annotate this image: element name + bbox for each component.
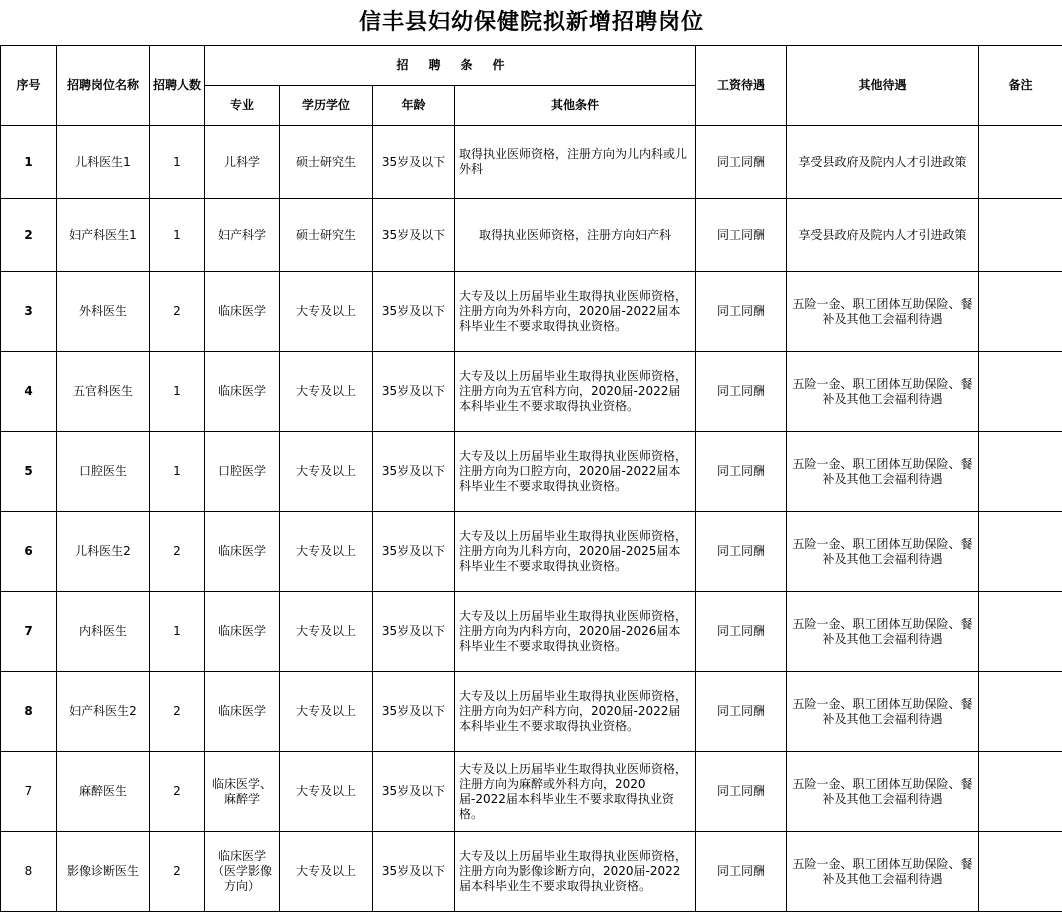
cell-benefits: 享受县政府及院内人才引进政策 [787, 199, 979, 272]
cell-position: 儿科医生2 [57, 512, 150, 592]
cell-count: 2 [150, 752, 205, 832]
cell-position: 五官科医生 [57, 352, 150, 432]
cell-major: 临床医学 [205, 352, 280, 432]
cell-count: 2 [150, 272, 205, 352]
cell-degree: 大专及以上 [280, 272, 373, 352]
cell-age: 35岁及以下 [373, 199, 455, 272]
cell-degree: 大专及以上 [280, 832, 373, 912]
cell-count: 1 [150, 432, 205, 512]
cell-index: 1 [1, 126, 57, 199]
cell-major: 临床医学、麻醉学 [205, 752, 280, 832]
cell-benefits: 五险一金、职工团体互助保险、餐补及其他工会福利待遇 [787, 512, 979, 592]
header-index: 序号 [1, 46, 57, 126]
header-other-conditions: 其他条件 [455, 86, 696, 126]
cell-benefits: 五险一金、职工团体互助保险、餐补及其他工会福利待遇 [787, 672, 979, 752]
cell-major: 妇产科学 [205, 199, 280, 272]
cell-degree: 大专及以上 [280, 752, 373, 832]
cell-major: 临床医学 [205, 272, 280, 352]
cell-age: 35岁及以下 [373, 832, 455, 912]
cell-index: 8 [1, 672, 57, 752]
cell-benefits: 五险一金、职工团体互助保险、餐补及其他工会福利待遇 [787, 432, 979, 512]
cell-position: 麻醉医生 [57, 752, 150, 832]
cell-remarks [979, 512, 1062, 592]
table-row [1, 512, 1062, 592]
cell-index: 2 [1, 199, 57, 272]
header-count: 招聘人数 [150, 46, 205, 126]
table-row [1, 592, 1062, 672]
cell-remarks [979, 272, 1062, 352]
cell-remarks [979, 432, 1062, 512]
cell-conditions: 取得执业医师资格，注册方向为儿内科或儿外科 [455, 126, 696, 199]
cell-age: 35岁及以下 [373, 752, 455, 832]
cell-major: 临床医学（医学影像方向） [205, 832, 280, 912]
cell-salary: 同工同酬 [696, 592, 787, 672]
cell-age: 35岁及以下 [373, 272, 455, 352]
cell-salary: 同工同酬 [696, 199, 787, 272]
header-degree: 学历学位 [280, 86, 373, 126]
cell-major: 临床医学 [205, 672, 280, 752]
cell-conditions: 大专及以上历届毕业生取得执业医师资格，注册方向为外科方向，2020届-2022届本科毕业生不要求取得执业资格。 [455, 272, 696, 352]
cell-age: 35岁及以下 [373, 432, 455, 512]
cell-remarks [979, 592, 1062, 672]
cell-salary: 同工同酬 [696, 432, 787, 512]
cell-age: 35岁及以下 [373, 126, 455, 199]
cell-remarks [979, 352, 1062, 432]
table-row [1, 672, 1062, 752]
cell-degree: 大专及以上 [280, 672, 373, 752]
cell-salary: 同工同酬 [696, 832, 787, 912]
cell-salary: 同工同酬 [696, 672, 787, 752]
header-salary: 工资待遇 [696, 46, 787, 126]
cell-conditions: 大专及以上历届毕业生取得执业医师资格，注册方向为妇产科方向，2020届-2022届本科毕业生不要求取得执业资格。 [455, 672, 696, 752]
cell-index: 6 [1, 512, 57, 592]
cell-index: 3 [1, 272, 57, 352]
cell-count: 1 [150, 199, 205, 272]
cell-major: 临床医学 [205, 592, 280, 672]
cell-position: 内科医生 [57, 592, 150, 672]
cell-position: 儿科医生1 [57, 126, 150, 199]
table-row [1, 272, 1062, 352]
cell-major: 临床医学 [205, 512, 280, 592]
cell-index: 7 [1, 752, 57, 832]
header-major: 专业 [205, 86, 280, 126]
header-remarks: 备注 [979, 46, 1062, 126]
cell-index: 4 [1, 352, 57, 432]
cell-conditions: 大专及以上历届毕业生取得执业医师资格，注册方向为麻醉或外科方向，2020届-2022届本科毕业生不要求取得执业资格。 [455, 752, 696, 832]
cell-benefits: 五险一金、职工团体互助保险、餐补及其他工会福利待遇 [787, 752, 979, 832]
cell-index: 8 [1, 832, 57, 912]
cell-conditions: 大专及以上历届毕业生取得执业医师资格，注册方向为口腔方向，2020届-2022届本科毕业生不要求取得执业资格。 [455, 432, 696, 512]
cell-degree: 大专及以上 [280, 512, 373, 592]
header-benefits: 其他待遇 [787, 46, 979, 126]
cell-age: 35岁及以下 [373, 512, 455, 592]
header-age: 年龄 [373, 86, 455, 126]
cell-remarks [979, 672, 1062, 752]
cell-salary: 同工同酬 [696, 272, 787, 352]
cell-major: 口腔医学 [205, 432, 280, 512]
cell-benefits: 五险一金、职工团体互助保险、餐补及其他工会福利待遇 [787, 352, 979, 432]
table-row [1, 126, 1062, 199]
table-row [1, 199, 1062, 272]
cell-conditions: 大专及以上历届毕业生取得执业医师资格，注册方向为五官科方向，2020届-2022届本科毕业生不要求取得执业资格。 [455, 352, 696, 432]
cell-degree: 硕士研究生 [280, 126, 373, 199]
cell-benefits: 五险一金、职工团体互助保险、餐补及其他工会福利待遇 [787, 832, 979, 912]
cell-benefits: 五险一金、职工团体互助保险、餐补及其他工会福利待遇 [787, 592, 979, 672]
table-row [1, 432, 1062, 512]
cell-age: 35岁及以下 [373, 672, 455, 752]
cell-salary: 同工同酬 [696, 352, 787, 432]
cell-remarks [979, 752, 1062, 832]
cell-conditions: 大专及以上历届毕业生取得执业医师资格，注册方向为儿科方向，2020届-2025届本科毕业生不要求取得执业资格。 [455, 512, 696, 592]
header-conditions: 招聘条件 [205, 46, 696, 86]
cell-benefits: 享受县政府及院内人才引进政策 [787, 126, 979, 199]
table-row [1, 352, 1062, 432]
cell-position: 妇产科医生1 [57, 199, 150, 272]
cell-degree: 大专及以上 [280, 352, 373, 432]
table-row [1, 832, 1062, 912]
cell-major: 儿科学 [205, 126, 280, 199]
page-title: 信丰县妇幼保健院拟新增招聘岗位 [1, 0, 1062, 46]
table-row [1, 752, 1062, 832]
cell-salary: 同工同酬 [696, 752, 787, 832]
cell-count: 2 [150, 672, 205, 752]
cell-index: 7 [1, 592, 57, 672]
cell-position: 外科医生 [57, 272, 150, 352]
cell-degree: 硕士研究生 [280, 199, 373, 272]
cell-salary: 同工同酬 [696, 512, 787, 592]
cell-benefits: 五险一金、职工团体互助保险、餐补及其他工会福利待遇 [787, 272, 979, 352]
cell-age: 35岁及以下 [373, 352, 455, 432]
cell-count: 1 [150, 126, 205, 199]
cell-index: 5 [1, 432, 57, 512]
cell-count: 1 [150, 592, 205, 672]
cell-count: 2 [150, 832, 205, 912]
cell-remarks [979, 199, 1062, 272]
cell-salary: 同工同酬 [696, 126, 787, 199]
cell-remarks [979, 832, 1062, 912]
cell-age: 35岁及以下 [373, 592, 455, 672]
cell-position: 妇产科医生2 [57, 672, 150, 752]
cell-conditions: 大专及以上历届毕业生取得执业医师资格，注册方向为内科方向，2020届-2026届本科毕业生不要求取得执业资格。 [455, 592, 696, 672]
cell-position: 口腔医生 [57, 432, 150, 512]
cell-conditions: 取得执业医师资格，注册方向妇产科 [455, 199, 696, 272]
header-position: 招聘岗位名称 [57, 46, 150, 126]
cell-position: 影像诊断医生 [57, 832, 150, 912]
cell-conditions: 大专及以上历届毕业生取得执业医师资格，注册方向为影像诊断方向，2020届-2022届本科毕业生不要求取得执业资格。 [455, 832, 696, 912]
cell-remarks [979, 126, 1062, 199]
cell-degree: 大专及以上 [280, 592, 373, 672]
cell-count: 1 [150, 352, 205, 432]
cell-degree: 大专及以上 [280, 432, 373, 512]
cell-count: 2 [150, 512, 205, 592]
